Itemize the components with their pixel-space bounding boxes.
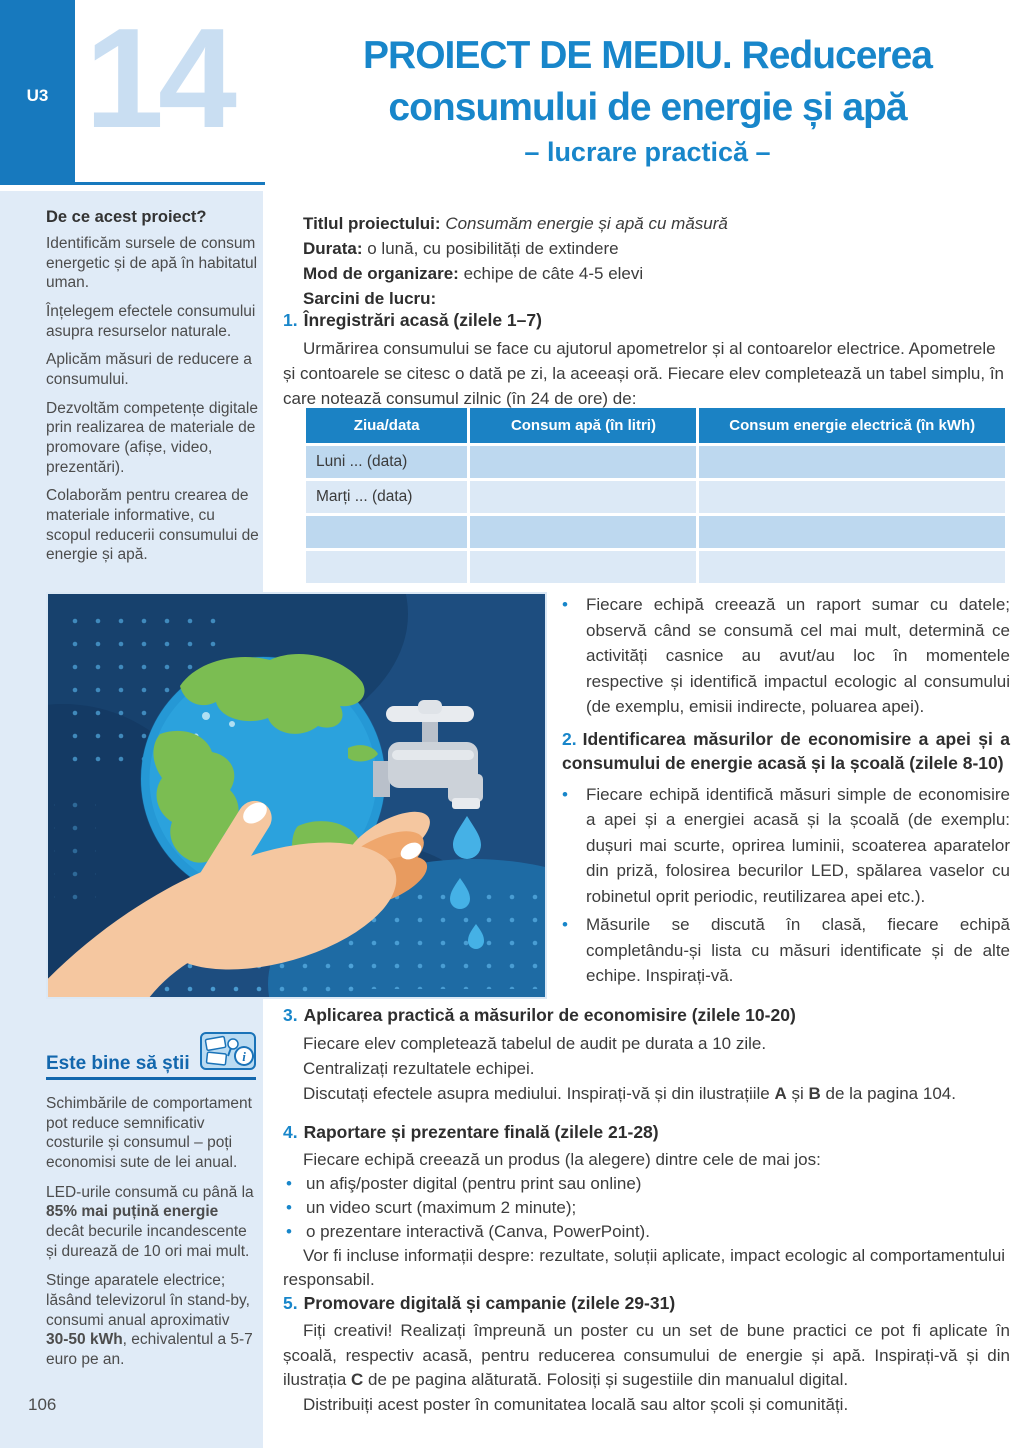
task-3	[283, 1003, 1010, 1106]
project-info	[303, 211, 1010, 311]
table-header-row	[306, 408, 1005, 443]
why-item: Colaborăm pentru crearea de materiale informative, cu scopul reducerii consumului de energie și apă.	[46, 487, 259, 564]
right-column	[562, 592, 1010, 992]
earth-faucet-illustration	[48, 594, 545, 997]
title-line-1: PROIECT DE MEDIU. Reducerea	[363, 34, 932, 77]
page-number: 106	[28, 1395, 57, 1414]
table-cell	[470, 516, 696, 548]
info-row: Titlul proiectului: Consumăm energie și apă cu măsură	[303, 214, 728, 233]
earth-faucet-illustration-svg	[48, 594, 545, 997]
tip-paragraph: Stinge aparatele electrice; lăsând televizorul în stand-by, consumi anual aproximativ 30-50 kWh, echivalentul a 5-7 euro pe an.	[46, 1272, 253, 1369]
task-3-line: Centralizați rezultatele echipei.	[303, 1059, 535, 1078]
info-row: Durata: o lună, cu posibilități de extindere	[303, 239, 619, 258]
why-item: Înțelegem efectele consumului asupra resurselor naturale.	[46, 303, 256, 340]
table-cell	[699, 551, 1005, 583]
tip-box	[46, 1032, 256, 1380]
bullet-dot: •	[286, 1198, 292, 1217]
column-header: Consum apă (în litri)	[470, 408, 696, 443]
tip-box-header	[46, 1032, 256, 1080]
why-heading: De ce acest proiect?	[46, 208, 207, 226]
table-cell	[470, 551, 696, 583]
table-cell	[699, 481, 1005, 513]
table-row	[306, 516, 1005, 548]
task-4-heading: 4. Raportare și prezentare finală (zilele 21-28)	[283, 1122, 659, 1142]
column-header: Ziua/data	[306, 408, 467, 443]
tip-paragraph: Schimbările de comportament pot reduce semnificativ costurile și consumul – poți economisi sute de lei anual.	[46, 1095, 252, 1172]
lesson-number: 14	[85, 0, 231, 158]
task-5	[283, 1291, 1010, 1417]
table-cell	[699, 516, 1005, 548]
table-cell	[306, 551, 467, 583]
svg-text:i: i	[242, 1049, 246, 1064]
table-cell: Marți ... (data)	[306, 481, 467, 513]
option-item: • o prezentare interactivă (Canva, PowerPoint).	[283, 1220, 1010, 1244]
task-1-body: Urmărirea consumului se face cu ajutorul apometrelor și al contoarelor electrice. Apometrele și contoarele se citesc o dată pe zi, la aceeași oră. Fiecare elev completează un tabel simplu, în care notează consumul zilnic (în 24 de ore) de:	[283, 339, 1004, 408]
task-4-intro: Fiecare echipă creează un produs (la alegere) dintre cele de mai jos:	[303, 1150, 821, 1169]
bullet-dot: •	[286, 1222, 292, 1241]
task-1	[283, 308, 1010, 411]
task-5-paragraph: Distribuiți acest poster în comunitatea locală sau altor școli și comunități.	[303, 1394, 849, 1414]
bullet-item: • Măsurile se discută în clasă, fiecare echipă completându-și lista cu măsuri identificate și de alte echipe. Inspirați-vă.	[562, 912, 1010, 989]
task-3-line: Fiecare elev completează tabelul de audit pe durata a 10 zile.	[303, 1034, 767, 1053]
why-item: Identificăm sursele de consum energetic și de apă în habitatul uman.	[46, 235, 258, 292]
page-title	[295, 30, 1000, 170]
consumption-table	[303, 405, 1008, 586]
bullet-item: • Fiecare echipă creează un raport sumar cu datele; observă când se consumă cel mai mult, determină ce activități casnice au avut/au loc în momentele respective și identifică impactul ecologic al consumului (de exemplu, emisii indirecte, poluarea apei).	[562, 592, 1010, 720]
why-item: Aplicăm măsuri de reducere a consumului.	[46, 351, 252, 389]
table-cell	[470, 481, 696, 513]
info-row: Mod de organizare: echipe de câte 4-5 elevi	[303, 264, 644, 283]
task-3-line: Discutați efectele asupra mediului. Inspirați-vă și din ilustrațiile A și B de la pagina 104.	[303, 1084, 956, 1103]
tip-paragraph: LED-urile consumă cu până la 85% mai puțină energie decât becurile incandescente și durează de 10 ori mai mult.	[46, 1183, 254, 1260]
title-line-2: consumului de energie și apă	[388, 86, 907, 129]
table-row	[306, 446, 1005, 478]
table-cell	[470, 446, 696, 478]
table-cell	[699, 446, 1005, 478]
why-item: Dezvoltăm competențe digitale prin realizarea de materiale de promovare (afișe, video, prezentări).	[46, 399, 258, 476]
tip-box-heading: Este bine să știi	[46, 1053, 190, 1074]
option-item: • un video scurt (maximum 2 minute);	[283, 1196, 1010, 1220]
unit-label: U3	[26, 86, 49, 105]
divider-rule	[75, 182, 265, 185]
table-row	[306, 481, 1005, 513]
pushpin-notes-info-icon	[200, 1032, 256, 1075]
option-item: • un afiş/poster digital (pentru print sau online)	[283, 1172, 1010, 1196]
table-cell: Luni ... (data)	[306, 446, 467, 478]
bullet-dot: •	[286, 1174, 292, 1193]
info-row: Sarcini de lucru:	[303, 289, 437, 308]
column-header: Consum energie electrică (în kWh)	[699, 408, 1005, 443]
task-4-outro: Vor fi incluse informații despre: rezultate, soluții aplicate, impact ecologic al comportamentului responsabil.	[283, 1246, 1006, 1289]
task-5-paragraph: Fiți creativi! Realizați împreună un poster cu un set de bune practici ce pot fi aplicate în școală, respectiv acasă, pentru reducerea consumului de energie și apă. Inspirați-vă și din ilustrația C de pe pagina alăturată. Folosiți și sugestiile din manualul digital.	[283, 1321, 1010, 1389]
bullet-item: • Fiecare echipă identifică măsuri simple de economisire a apei și a energiei acasă și la școală (de exemplu: dușuri mai scurte, oprirea luminii, scoaterea aparatelor din priză, folosirea becurilor LED, spălarea vaselor cu robinetul oprit periodic, reutilizarea apei etc.).	[562, 782, 1010, 910]
bullet-dot: •	[562, 595, 568, 614]
task-2-heading: 2. Identificarea măsurilor de economisire a apei și a consumului de energie acasă și la școală (zilele 8-10)	[562, 728, 1010, 773]
task-5-heading: 5. Promovare digitală și campanie (zilele 29-31)	[283, 1293, 676, 1313]
bullet-dot: •	[562, 784, 568, 804]
why-box	[46, 208, 260, 574]
table-cell	[306, 516, 467, 548]
title-line-3: – lucrare practică –	[524, 137, 771, 167]
task-4	[283, 1120, 1010, 1292]
task-1-heading: 1. Înregistrări acasă (zilele 1–7)	[283, 310, 542, 330]
task-3-heading: 3. Aplicarea practică a măsurilor de economisire (zilele 10-20)	[283, 1005, 796, 1025]
table-row	[306, 551, 1005, 583]
bullet-dot: •	[562, 915, 568, 934]
